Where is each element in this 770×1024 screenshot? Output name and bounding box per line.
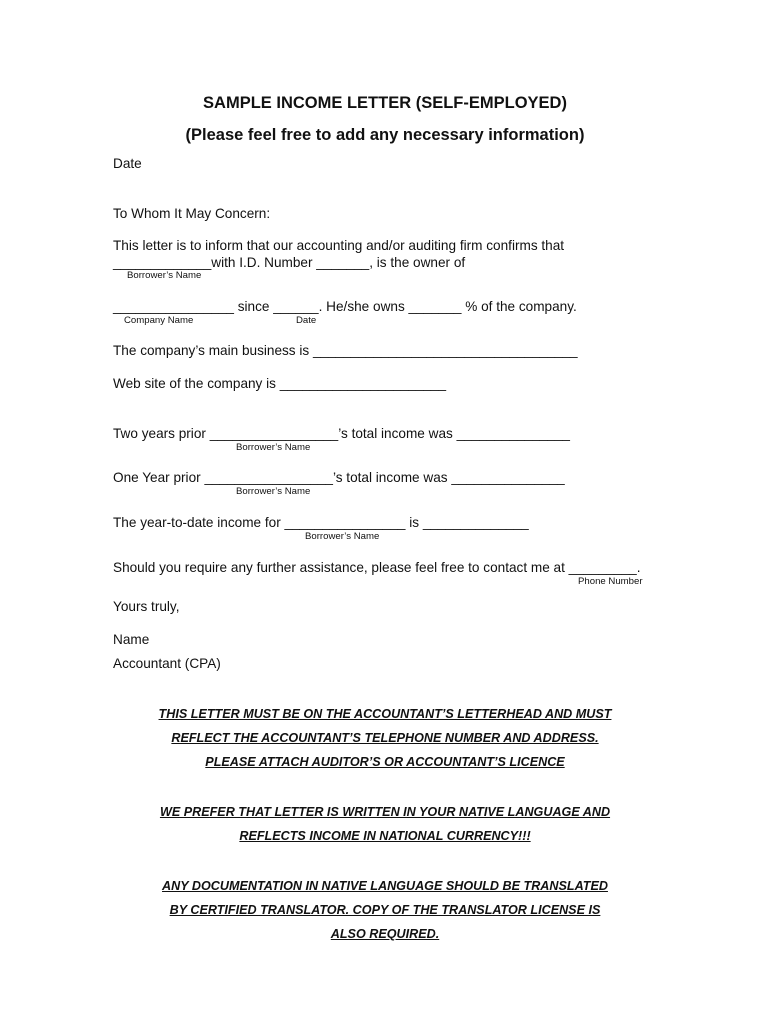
notice-language-line-2: REFLECTS INCOME IN NATIONAL CURRENCY!!! bbox=[239, 829, 531, 843]
ytd-income-line: The year-to-date income for ________________ is ______________ bbox=[113, 515, 529, 530]
company-line: ________________ since ______. He/she owns _______ % of the company. bbox=[113, 299, 577, 314]
closing: Yours truly, bbox=[113, 599, 180, 614]
contact-line: Should you require any further assistance, please feel free to contact me at _________. bbox=[113, 560, 641, 575]
salutation: To Whom It May Concern: bbox=[113, 206, 271, 221]
intro-line-2: _____________with I.D. Number _______, is the owner of bbox=[113, 255, 466, 270]
notice-letterhead-line-2: REFLECT THE ACCOUNTANT’S TELEPHONE NUMBER AND ADDRESS. bbox=[171, 731, 599, 745]
notice-letterhead-line-1: THIS LETTER MUST BE ON THE ACCOUNTANT’S LETTERHEAD AND MUST bbox=[158, 707, 612, 721]
caption-borrower-name: Borrower’s Name bbox=[127, 270, 202, 281]
caption-phone-number: Phone Number bbox=[578, 576, 643, 587]
document-title: SAMPLE INCOME LETTER (SELF-EMPLOYED) bbox=[203, 94, 567, 112]
notice-letterhead-line-3: PLEASE ATTACH AUDITOR’S OR ACCOUNTANT’S LICENCE bbox=[205, 755, 565, 769]
notice-translation-line-1: ANY DOCUMENTATION IN NATIVE LANGUAGE SHOULD BE TRANSLATED bbox=[162, 879, 608, 893]
caption-borrower-name: Borrower’s Name bbox=[236, 442, 311, 453]
notice-language-line-1: WE PREFER THAT LETTER IS WRITTEN IN YOUR NATIVE LANGUAGE AND bbox=[159, 805, 611, 819]
caption-company-name: Company Name bbox=[124, 315, 194, 326]
signer-name: Name bbox=[113, 632, 150, 647]
caption-borrower-name: Borrower’s Name bbox=[236, 486, 311, 497]
notice-translation-line-3: ALSO REQUIRED. bbox=[330, 927, 440, 941]
date-label: Date bbox=[113, 156, 142, 171]
main-business-line: The company’s main business is ___________________________________ bbox=[113, 343, 578, 358]
signer-title: Accountant (CPA) bbox=[113, 656, 221, 671]
one-year-prior-line: One Year prior _________________’s total income was _______________ bbox=[113, 470, 565, 485]
caption-date: Date bbox=[296, 315, 317, 326]
document-subtitle: (Please feel free to add any necessary information) bbox=[185, 126, 585, 144]
notice-translation-line-2: BY CERTIFIED TRANSLATOR. COPY OF THE TRANSLATOR LICENSE IS bbox=[169, 903, 601, 917]
intro-line-1: This letter is to inform that our accounting and/or auditing firm confirms that bbox=[113, 238, 565, 253]
website-line: Web site of the company is ______________________ bbox=[113, 376, 447, 391]
two-years-prior-line: Two years prior _________________’s total income was _______________ bbox=[113, 426, 570, 441]
caption-borrower-name: Borrower’s Name bbox=[305, 531, 380, 542]
